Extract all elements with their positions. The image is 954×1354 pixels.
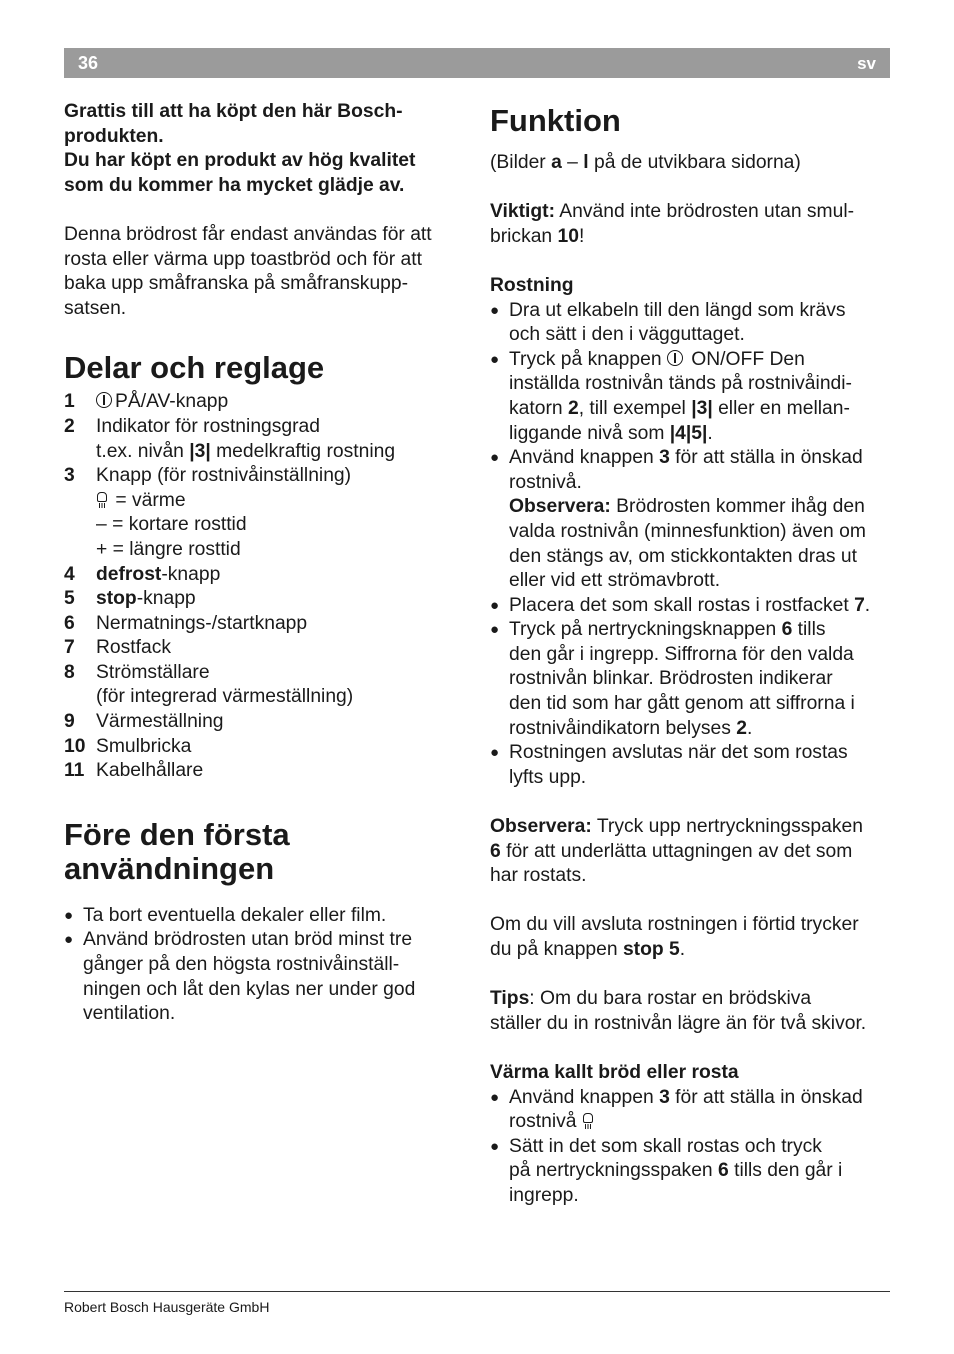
bullet-icon: ●	[490, 744, 500, 762]
important-note: Viktigt: Använd inte brödrosten utan smul- brickan 10!	[490, 201, 855, 247]
part-item: 3 Knapp (för rostnivåinställning) = värme – = kortare rosttid + = längre rosttid	[64, 465, 352, 560]
parts-heading: Delar och reglage	[64, 350, 325, 386]
list-item: ● Ta bort eventuella dekaler eller film.	[64, 904, 469, 929]
bullet-icon: ●	[490, 301, 500, 319]
footer-company: Robert Bosch Hausgeräte GmbH	[64, 1299, 270, 1315]
intro-usage: Denna brödrost får endast användas för att rosta eller värma upp toastbröd och för att baka upp småfranska på småfranskupp- satsen.	[64, 223, 432, 319]
tips-paragraph: Tips: Om du bara rostar en brödskiva ställer du in rostnivån lägre än för två skivor.	[490, 988, 867, 1034]
bullet-icon: ●	[64, 931, 74, 949]
power-icon	[667, 350, 683, 366]
note-paragraph: Observera: Tryck upp nertryckningsspaken 6 för att underlätta uttagningen av det som har rostats.	[490, 816, 863, 887]
list-item: ● Använd brödrosten utan bröd minst tre gånger på den högsta rostnivåinställ- ningen och låt den kylas ner under god ventilation.	[64, 928, 469, 1026]
toasting-list	[490, 299, 892, 791]
list-item: ● Dra ut elkabeln till den längd som krävs och sätt i den i vägguttaget.	[490, 299, 892, 348]
part-item: 4 defrost-knapp	[64, 563, 221, 585]
bullet-icon: ●	[490, 1088, 500, 1106]
before-first-use-list	[64, 904, 469, 1027]
part-item: 5 stop-knapp	[64, 588, 196, 610]
footer-divider	[64, 1291, 890, 1292]
list-item: ● Tryck på nertryckningsknappen 6 tills den går i ingrepp. Siffrorna för den valda rostnivån blinkar. Brödrosten indikerar den tid som har gått genom att siffrorna i rostnivåindikatorn belyses 2.	[490, 618, 892, 741]
toasting-heading: Rostning	[490, 274, 574, 296]
list-item: ● Använd knappen 3 för att ställa in önskad rostnivå. Observera: Brödrosten kommer ihåg den valda rostnivån (minnesfunktion) även om den stängs av, om stickkontakten dras ut eller vid ett strömavbrott.	[490, 446, 892, 594]
bullet-icon: ●	[490, 621, 500, 639]
list-item: ● Tryck på knappen ON/OFF Den inställda rostnivån tänds på rostnivåindi- katorn 2, till exempel |3| eller en mellan- liggande nivå som |4|5|.	[490, 348, 892, 446]
left-column	[64, 100, 469, 1027]
part-item: 8 Strömställare (för integrerad värmeställning)	[64, 661, 354, 708]
part-item: 1 PÅ/AV-knapp	[64, 391, 229, 413]
part-item: 11 Kabelhållare	[64, 760, 204, 782]
list-item: ● Sätt in det som skall rostas och tryck på nertryckningsspaken 6 tills den går i ingrepp.	[490, 1135, 892, 1209]
page-number: 36	[78, 53, 99, 73]
bullet-icon: ●	[490, 596, 500, 614]
part-item: 6 Nermatnings-/startknapp	[64, 612, 308, 634]
list-item: ● Rostningen avslutas när det som rostas lyfts upp.	[490, 741, 892, 790]
bullet-icon: ●	[490, 350, 500, 368]
warm-heading: Värma kallt bröd eller rosta	[490, 1061, 739, 1083]
language-code: sv	[857, 54, 876, 73]
warming-icon	[96, 491, 108, 509]
pictures-note: (Bilder a – l på de utvikbara sidorna)	[490, 152, 801, 173]
warming-icon	[582, 1112, 594, 1130]
warm-list	[490, 1086, 892, 1209]
part-item: 2 Indikator för rostningsgrad t.ex. nivån |3| medelkraftig rostning	[64, 415, 396, 462]
page-header-bar	[64, 48, 890, 78]
bullet-icon: ●	[490, 449, 500, 467]
part-item: 9 Värmeställning	[64, 711, 224, 733]
stop-early-paragraph: Om du vill avsluta rostningen i förtid trycker du på knappen stop 5.	[490, 914, 859, 960]
power-icon	[96, 392, 112, 408]
list-item: ● Använd knappen 3 för att ställa in önskad rostnivå	[490, 1086, 892, 1135]
bullet-icon: ●	[490, 1137, 500, 1155]
before-first-use-heading: Före den första användningen	[64, 816, 290, 886]
right-column	[490, 100, 892, 1209]
bullet-icon: ●	[64, 906, 74, 924]
list-item: ● Placera det som skall rostas i rostfacket 7.	[490, 594, 892, 619]
part-item: 7 Rostfack	[64, 637, 172, 659]
intro-congrats: Grattis till att ha köpt den här Bosch- produkten. Du har köpt en produkt av hög kvalitet som du kommer ha mycket glädje av.	[64, 101, 416, 196]
parts-list	[64, 390, 469, 784]
part-item: 10 Smulbricka	[64, 735, 192, 757]
function-heading: Funktion	[490, 103, 621, 138]
